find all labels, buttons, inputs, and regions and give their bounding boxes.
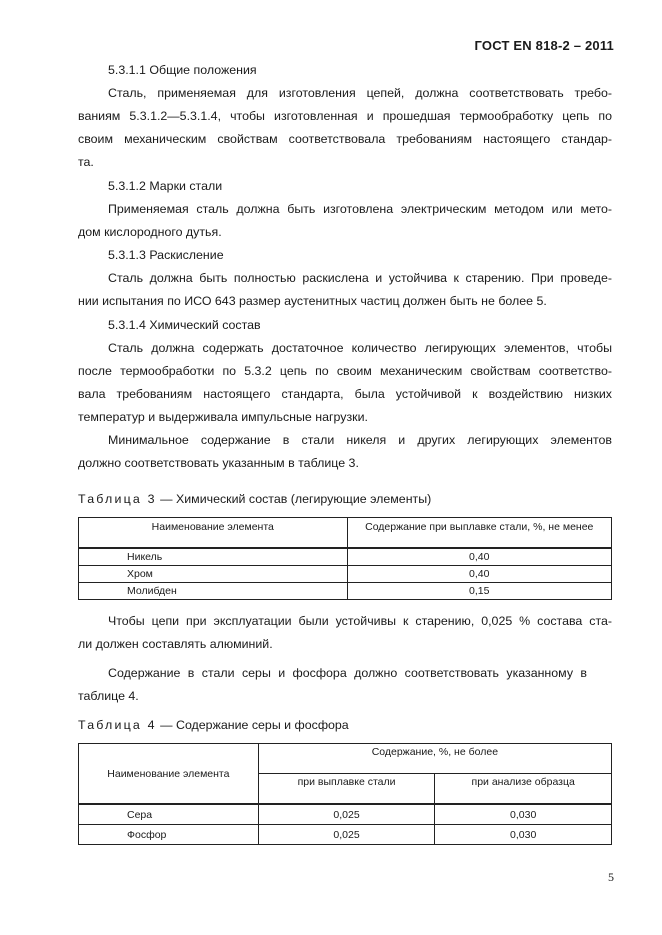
- table-4-header-sample: при анализе образца: [435, 774, 612, 805]
- section-heading-5-3-1-2: 5.3.1.2 Марки стали: [108, 179, 223, 193]
- table-4-caption: [78, 718, 349, 732]
- paragraph-line: Минимальное содержание в стали никеля и других легирующих элементов: [108, 433, 612, 447]
- paragraph-line: таблице 4.: [78, 689, 139, 703]
- page-number: 5: [608, 870, 614, 884]
- paragraph-line: Сталь должна содержать достаточное количество легирующих элементов, чтобы: [108, 341, 612, 355]
- paragraph-line: Содержание в стали серы и фосфора должно соответствовать указанному в: [108, 666, 587, 680]
- paragraph-line: ваниям 5.3.1.2—5.3.1.4, чтобы изготовленная и прошедшая термообработку цепь по: [78, 109, 612, 123]
- value-cell: 0,15: [347, 583, 611, 600]
- paragraph-line: Сталь должна быть полностью раскислена и устойчива к старению. При проведе-: [108, 271, 612, 285]
- table-3-caption-text: — Химический состав (легирующие элементы): [156, 492, 432, 506]
- table-3-header-element: Наименование элемента: [79, 518, 348, 549]
- paragraph-line: вала требованиям настоящего стандарта, была устойчивой к воздействию низких: [78, 387, 612, 401]
- value-cell: 0,025: [258, 825, 435, 845]
- section-heading-5-3-1-4: 5.3.1.4 Химический состав: [108, 318, 261, 332]
- table-row: [79, 804, 612, 825]
- paragraph-line: должно соответствовать указанным в таблице 3.: [78, 456, 359, 470]
- element-name-cell: Никель: [79, 548, 348, 566]
- table-3: [78, 517, 612, 600]
- paragraph-line: ли должен составлять алюминий.: [78, 637, 273, 651]
- paragraph-line: Чтобы цепи при эксплуатации были устойчивы к старению, 0,025 % состава ста-: [108, 614, 612, 628]
- element-name-cell: Хром: [79, 566, 348, 583]
- element-name-cell: Фосфор: [79, 825, 259, 845]
- value-cell: 0,030: [435, 825, 612, 845]
- table-4-caption-label: Таблица 4: [78, 718, 157, 732]
- section-heading-5-3-1-3: 5.3.1.3 Раскисление: [108, 248, 224, 262]
- value-cell: 0,40: [347, 566, 611, 583]
- table-3-header-content: Содержание при выплавке стали, %, не менее: [347, 518, 611, 549]
- paragraph-line: своим механическим свойствам соответствовала требованиям настоящего стандар-: [78, 132, 612, 146]
- element-name-cell: Молибден: [79, 583, 348, 600]
- table-4-caption-text: — Содержание серы и фосфора: [156, 718, 349, 732]
- paragraph-line: та.: [78, 155, 94, 169]
- table-3-caption-label: Таблица 3: [78, 492, 157, 506]
- paragraph-line: Применяемая сталь должна быть изготовлена электрическим методом или мето-: [108, 202, 612, 216]
- paragraph-line: температур и выдерживала импульсные нагрузки.: [78, 410, 368, 424]
- document-code-header: ГОСТ EN 818-2 – 2011: [474, 38, 614, 53]
- paragraph-line: дом кислородного дутья.: [78, 225, 222, 239]
- value-cell: 0,030: [435, 804, 612, 825]
- table-row: [79, 583, 612, 600]
- section-heading-5-3-1-1: 5.3.1.1 Общие положения: [108, 63, 257, 77]
- table-row: [79, 566, 612, 583]
- table-row: [79, 548, 612, 566]
- table-4-header-smelting: при выплавке стали: [258, 774, 435, 805]
- paragraph-line: после термообработки по 5.3.2 цепь по своим механическим свойствам соответство-: [78, 364, 612, 378]
- value-cell: 0,40: [347, 548, 611, 566]
- table-4: [78, 743, 612, 845]
- table-4-header-group: Содержание, %, не более: [258, 744, 611, 774]
- table-4-header-element: Наименование элемента: [79, 744, 259, 805]
- paragraph-line: Сталь, применяемая для изготовления цепей, должна соответствовать требо-: [108, 86, 612, 100]
- table-3-caption: [78, 492, 431, 506]
- element-name-cell: Сера: [79, 804, 259, 825]
- table-row: [79, 825, 612, 845]
- paragraph-line: нии испытания по ИСО 643 размер аустенитных частиц должен быть не более 5.: [78, 294, 547, 308]
- value-cell: 0,025: [258, 804, 435, 825]
